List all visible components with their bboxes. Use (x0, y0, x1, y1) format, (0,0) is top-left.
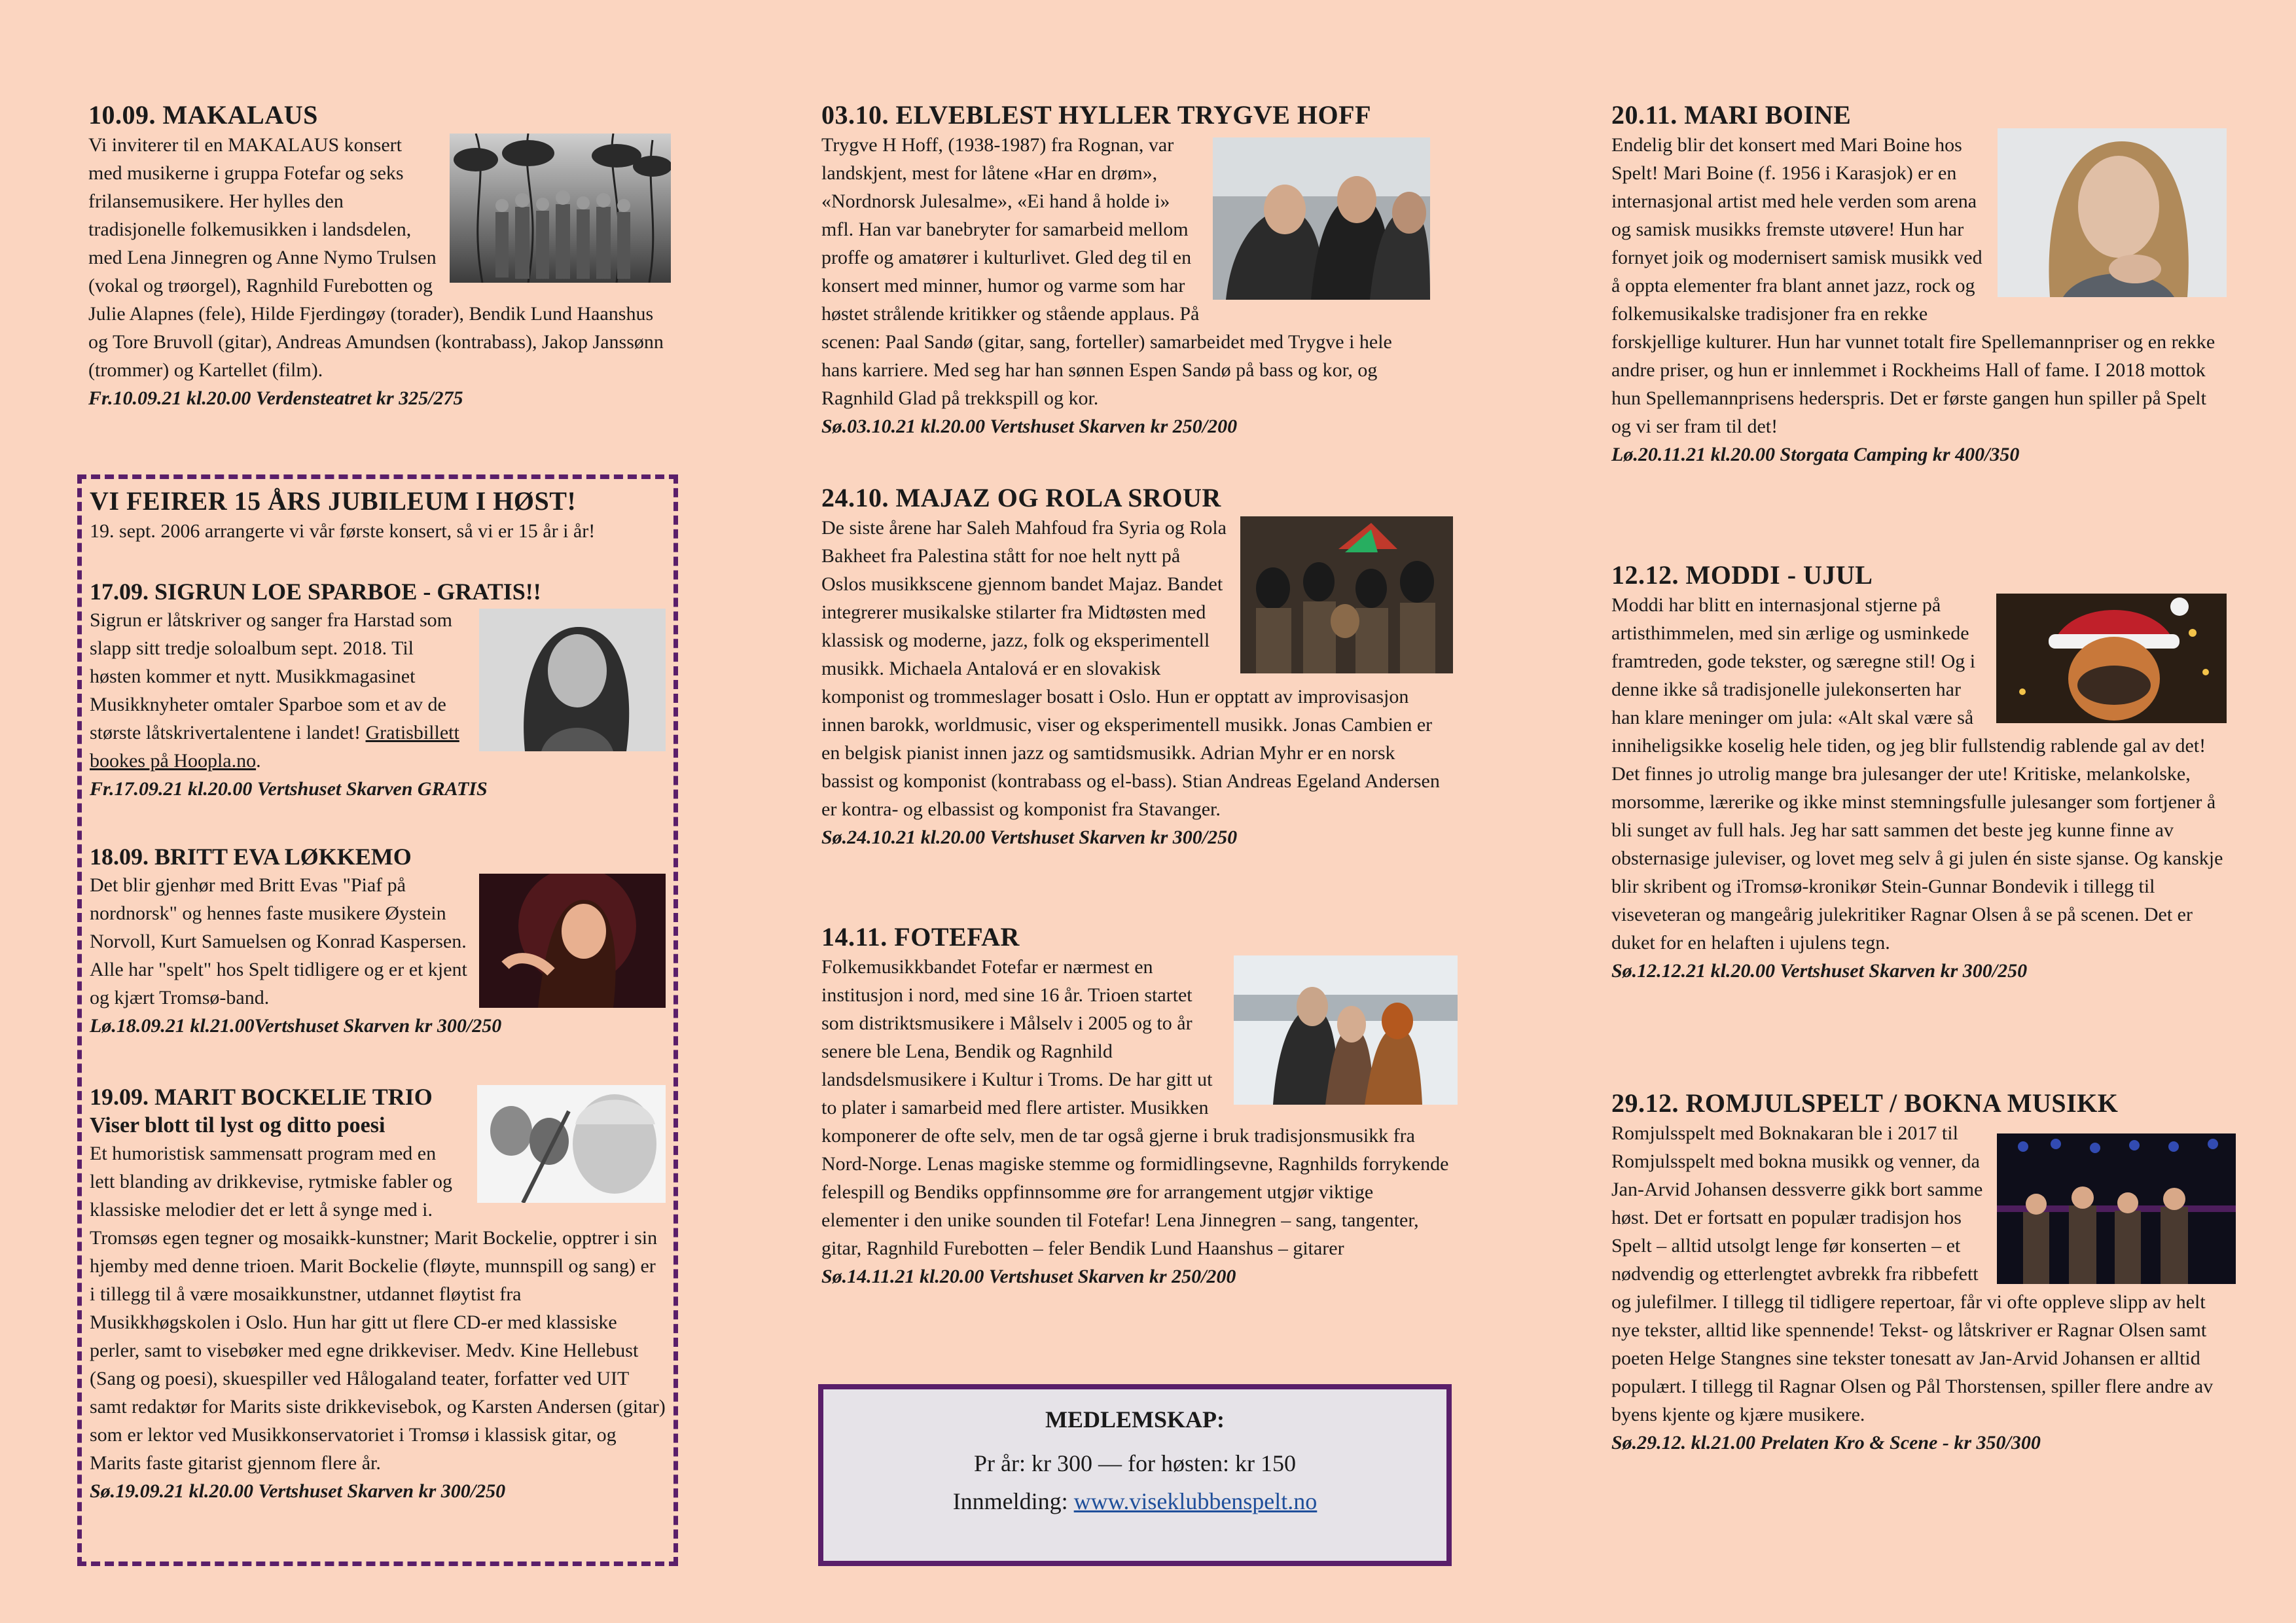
event-details: Sø.12.12.21 kl.20.00 Vertshuset Skarven kr 300/250 (1611, 960, 2028, 982)
event-title: 17.09. SIGRUN LOE SPARBOE - GRATIS!! (90, 579, 541, 605)
event-description: Sigrun er låtskriver og sanger fra Harstad som slapp sitt tredje soloalbum sept. 2018. Til høsten kommer et nytt. Musikkmagasinet Musikknyheter omtaler Sparboe som et av de største låtskrivertalentene i landet! (90, 609, 453, 743)
event-elveblest (821, 99, 1430, 440)
event-details: Lø.18.09.21 kl.21.00Vertshuset Skarven kr 300/250 (90, 1015, 502, 1037)
artist-photo (1996, 594, 2227, 723)
event-fotefar (821, 921, 1450, 1291)
band-photo (1234, 955, 1458, 1105)
signup-label: Innmelding: (952, 1488, 1074, 1514)
signup-link[interactable]: www.viseklubbenspelt.no (1073, 1488, 1318, 1514)
jubilee-title: VI FEIRER 15 ÅRS JUBILEUM I HØST! (90, 486, 577, 516)
event-description: Det blir gjenhør med Britt Evas "Piaf på nordnorsk" og hennes faste musikere Øystein Norvoll, Kurt Samuelsen og Konrad Kaspersen. Alle har "spelt" hos Spelt tidligere og er et kjent og kjært Tromsø-band. (90, 874, 467, 1008)
event-details: Fr.17.09.21 kl.20.00 Vertshuset Skarven GRATIS (90, 778, 488, 800)
event-description: Romjulsspelt med Boknakaran ble i 2017 til Romjulsspelt med bokna musikk og venner, da Jan-Arvid Johansen dessverre gikk bort samme høst. Det er fortsatt en populær tradisjon hos Spelt – alltid utsolgt lenge før konserten – et nødvendig og etterlengtet avbrekk fra ribbefett og julefilmer. I tillegg til tidligere repertoar, får vi ofte oppleve slipp av helt nye tekster, alltid like spennende! Tekst- og låtskriver er Ragnar Olsen samt poeten Helge Stangnes sine tekster tonesatt av Jan-Arvid Johansen er alltid populært. I tillegg til Ragnar Olsen og Pål Thorstensen, spiller flere andre av byens kjente og kjære musikere. (1611, 1122, 2214, 1425)
event-title: 14.11. FOTEFAR (821, 922, 1020, 952)
event-sigrun (90, 577, 666, 803)
jubilee-box (77, 474, 678, 1566)
event-description: Endelig blir det konsert med Mari Boine hos Spelt! Mari Boine (f. 1956 i Karasjok) er en internasjonal artist med hele verden som arena og samisk musikks fremste utøvere! Hun har fornyet joik og modernisert samisk musikk ved å oppta elementer fra blant annet jazz, rock og folkemusikalske tradisjoner fra en rekke forskjellige kulturer. Hun har vunnet totalt fire Spellemannpriser og en rekke andre priser, og hun er innlemmet i Rockheims Hall of fame. I 2018 mottok hun Spellemannprisens hederspris. Det er første gangen hun spiller på Spelt og vi ser fram til det! (1611, 134, 2215, 437)
event-moddi (1611, 560, 2227, 985)
event-britt (90, 842, 666, 1040)
event-subtitle: Viser blott til lyst og ditto poesi (90, 1113, 386, 1137)
event-title: 29.12. ROMJULSPELT / BOKNA MUSIKK (1611, 1088, 2119, 1118)
membership-prices: Pr år: kr 300 — for høsten: kr 150 (974, 1450, 1296, 1476)
band-photo (1213, 137, 1430, 300)
artist-photo (479, 874, 666, 1008)
concert-photo (1997, 1133, 2236, 1284)
event-marit (90, 1082, 666, 1505)
membership-title: MEDLEMSKAP: (1045, 1406, 1225, 1433)
event-description: Trygve H Hoff, (1938-1987) fra Rognan, var landskjent, mest for låtene «Har en drøm», «Nordnorsk Julesalme», «Ei hand å holde i» mfl. Han var banebryter for samarbeid mellom proffe og amatører i kulturlivet. Gled deg til en konsert med minner, humor og varme som har høstet strålende kritikker og stående applaus. På scenen: Paal Sandø (gitar, sang, forteller) samarbeidet med Trygve i hele hans karriere. Med seg har han sønnen Espen Sandø på bass og kor, og Ragnhild Glad på trekkspill og kor. (821, 134, 1392, 409)
event-details: Sø.14.11.21 kl.20.00 Vertshuset Skarven kr 250/200 (821, 1266, 1236, 1287)
event-description: Moddi har blitt en internasjonal stjerne på artisthimmelen, med sin ærlige og usminkede framtreden, gode tekster, og særegne stil! Og i denne ikke så tradisjonelle julekonserten har han klare meninger om jula: «Alt skal være så inniheligsikke koselig hele tiden, og jeg blir fullstendig rablende gal av det! Det finnes jo utrolig mange bra julesanger der ute! Kritiske, melankolske, morsomme, lærerike og ikke minst stemningsfulle julesanger som fortjener å bli sunget av full hals. Jeg har satt sammen det beste jeg kunne finne av obsternasige juleviser, og lovet meg selv å gi julen én siste sjanse. Og kanskje blir skribent og iTromsø-kronikør Stein-Gunnar Bondevik i tillegg til viseveteran og mangeårig julekritiker Ragnar Olsen å se på scenen. Det er duket for en helaften i ujulens tegn. (1611, 594, 2223, 954)
event-boine (1611, 99, 2227, 469)
event-description: Vi inviterer til en MAKALAUS konsert med musikerne i gruppa Fotefar og seks frilansemusikere. Her hylles den tradisjonelle folkemusikken i landsdelen, med Lena Jinnegren og Anne Nymo Trulsen (vokal og trøorgel), Ragnhild Furebotten og Julie Alapnes (fele), Hilde Fjerdingøy (torader), Bendik Lund Haanshus og Tore Bruvoll (gitar), Andreas Amundsen (kontrabass), Jakop Janssønn (trommer) og Kartellet (film). (88, 134, 664, 381)
event-description: Folkemusikkbandet Fotefar er nærmest en institusjon i nord, med sine 16 år. Trioen startet som distriktsmusikere i Målselv i 2005 og to år senere ble Lena, Bendik og Ragnhild landsdelsmusikere i Kultur i Troms. De har gitt ut to plater i samarbeid med flere artister. Musikken komponerer de ofte selv, men de tar også gjerne i bruk tradisjonsmusikk fra Nord-Norge. Lenas magiske stemme og formidlingsevne, Ragnhilds forrykende felespill og Bendiks oppfinnsomme øre for arrangement utgjør viktige elementer i den unike sounden til Fotefar! Lena Jinnegren – sang, tangenter, gitar, Ragnhild Furebotten – feler Bendik Lund Haanshus – gitarer (821, 956, 1449, 1259)
event-details: Sø.24.10.21 kl.20.00 Vertshuset Skarven kr 300/250 (821, 827, 1238, 848)
membership-box (818, 1384, 1452, 1566)
ticket-link[interactable]: Gratisbillett bookes på Hoopla.no (90, 722, 459, 772)
event-title: 10.09. MAKALAUS (88, 100, 318, 130)
event-makalaus (88, 99, 664, 412)
event-description: De siste årene har Saleh Mahfoud fra Syria og Rola Bakheet fra Palestina stått for noe helt nytt på Oslos musikkscene gjennom bandet Majaz. Bandet integrerer musikalske stilarter fra Midtøsten med klassisk og moderne, jazz, folk og eksperimentell musikk. Michaela Antalová er en slovakisk komponist og trommeslager bosatt i Oslo. Hun er opptatt av improvisasjon innen barokk, worldmusic, viser og eksperimentell musikk. Jonas Cambien er en belgisk pianist innen jazz og samtidsmusikk. Adrian Myhr er en norsk bassist og komponist (kontrabass og el-bass). Stian Andreas Egeland Andersen er kontra- og elbassist og komponist fra Stavanger. (821, 517, 1440, 820)
event-details: Sø.29.12. kl.21.00 Prelaten Kro & Scene - kr 350/300 (1611, 1432, 2041, 1454)
band-photo (450, 134, 671, 283)
event-romjul (1611, 1088, 2227, 1457)
event-details: Sø.19.09.21 kl.20.00 Vertshuset Skarven kr 300/250 (90, 1480, 506, 1502)
event-title: 12.12. MODDI - UJUL (1611, 560, 1873, 590)
membership-signup (823, 1482, 1446, 1520)
event-majaz (821, 482, 1450, 851)
event-title: 18.09. BRITT EVA LØKKEMO (90, 844, 412, 870)
event-details: Lø.20.11.21 kl.20.00 Storgata Camping kr 400/350 (1611, 444, 2020, 465)
artist-photo (1998, 128, 2227, 297)
event-description: Et humoristisk sammensatt program med en lett blanding av drikkevise, rytmiske fabler og klassiske melodier det er lett å synge med i. Tromsøs egen tegner og mosaikk-kunstner; Marit Bockelie, opptrer i sin hjemby med denne trioen. Marit Bockelie (fløyte, munnspill og sang) er i tillegg til å være mosaikkunstner, utdannet fløytist fra Musikkhøgskolen i Oslo. Hun har gitt ut flere CD-er med klassiske perler, samt to visebøker med egne drikkeviser. Medv. Kine Hellebust (Sang og poesi), skuespiller ved Hålogaland teater, forfatter ved UIT samt redaktør for Marits siste drikkevisebok, og Karsten Andersen (gitar) som er lektor ved Musikkonservatoriet i Tromsø i klassisk gitar, og Marits faste gitarist gjennom flere år. (90, 1143, 666, 1474)
event-title: 19.09. MARIT BOCKELIE TRIO (90, 1084, 433, 1110)
band-photo (1240, 516, 1453, 673)
event-details: Sø.03.10.21 kl.20.00 Vertshuset Skarven kr 250/200 (821, 416, 1238, 437)
jubilee-text: 19. sept. 2006 arrangerte vi vår første konsert, så vi er 15 år i år! (90, 520, 596, 542)
event-details: Fr.10.09.21 kl.20.00 Verdensteatret kr 325/275 (88, 387, 463, 409)
artist-photo (479, 609, 666, 751)
event-title: 24.10. MAJAZ OG ROLA SROUR (821, 483, 1221, 512)
event-title: 20.11. MARI BOINE (1611, 100, 1852, 130)
event-title: 03.10. ELVEBLEST HYLLER TRYGVE HOFF (821, 100, 1372, 130)
period: . (256, 750, 261, 772)
artist-photo (477, 1085, 666, 1203)
